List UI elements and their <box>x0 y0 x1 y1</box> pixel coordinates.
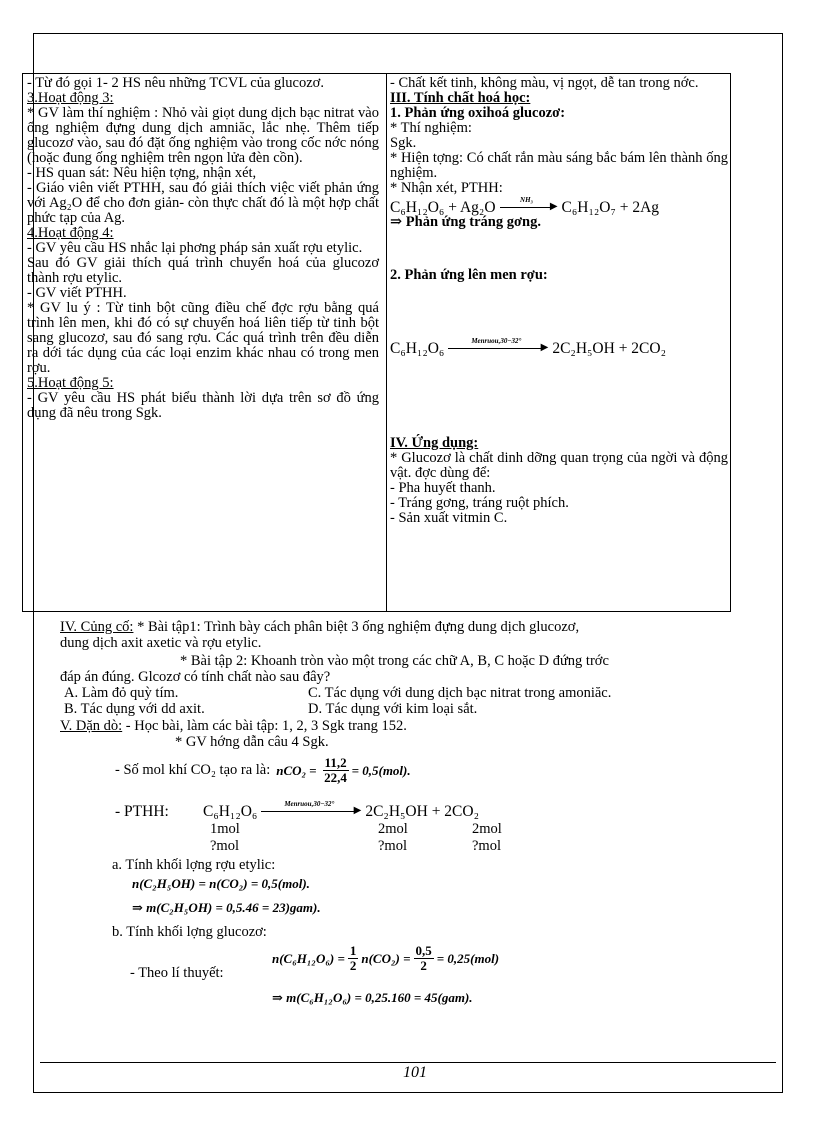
content-conclusion: ⇒ Phản ứng tráng gơng. <box>390 214 541 230</box>
activity-text: - GV yêu cầu HS phát biểu thành lời dựa trên sơ đồ ứng dụng đã nêu trong Sgk. <box>27 390 379 421</box>
footer-rule <box>40 1062 776 1063</box>
content-column <box>390 76 728 526</box>
fraction-numerator: 1 <box>349 943 357 958</box>
part-b-equation-1 <box>272 944 499 973</box>
content-text: * Thí nghiệm: <box>390 120 472 136</box>
exercise-1-text: * Bài tập1: Trình bày cách phân biệt 3 ống nghiệm đựng dung dịch glucozơ, <box>133 619 580 635</box>
option-d: D. Tác dụng với kim loại sắt. <box>308 701 478 717</box>
lesson-table <box>22 73 731 612</box>
homework-text: - Học bài, làm các bài tập: 1, 2, 3 Sgk trang 152. <box>122 718 407 734</box>
consolidation-line <box>60 620 579 635</box>
content-text: * Glucozơ là chất dinh dỡng quan trọng của ngời và động vật. đợc dùng để: <box>390 450 728 481</box>
subsection-fermentation: 2. Phản ứng lên men rợu: <box>390 267 548 283</box>
option-a: A. Làm đỏ quỳ tím. <box>64 685 179 701</box>
equation-lhs: C₆H₁₂O₆ <box>203 803 258 820</box>
equation-lhs: C₆H₁₂O₆ <box>390 340 445 357</box>
fraction-value <box>414 944 434 973</box>
fraction-denominator: 2 <box>349 958 357 973</box>
content-text: - Tráng gơng, tráng ruột phích. <box>390 495 569 511</box>
mol-result: = 0,5(mol). <box>351 763 411 778</box>
mol-text: - Số mol khí CO₂ tạo ra là: <box>115 762 271 778</box>
mol-calculation: - Số mol khí CO₂ tạo ra là: n CO₂ = $\frac{11,2}{22,4}$ = 0,5(mol). <box>115 755 411 785</box>
reaction-arrow: Menruou,30−32° ▶ <box>448 341 548 353</box>
activity-text: Sau đó GV giải thích quá trình chuyển hoá của glucozơ thành rợu etylic. <box>27 255 379 286</box>
section-heading-applications: IV. Ứng dụng: <box>390 435 479 451</box>
fraction-numerator: 11,2 <box>324 755 347 770</box>
activity-text: * GV làm thí nghiệm : Nhỏ vài giọt dung dịch bạc nitrat vào ống nghiệm đựng dung dịch amniăc, lắc nhẹ. Thêm tiếp glucozơ vào, sau đó đặt ống nghiệm vào trong cốc nớc nóng (hoặc đung ống nghiệm trên ngọn lửa đèn cồn). <box>27 105 379 166</box>
activity-heading-5: 5.Hoạt động 5: <box>27 375 114 391</box>
part-a-equation-2: ⇒ m(C₂H₅OH) = 0,5.46 = 23)gam). <box>132 900 321 915</box>
mole-ratio-cell: 2mol <box>472 821 502 837</box>
equation-mid: n(CO₂) = <box>361 951 411 966</box>
activity-text: * GV lu ý : Từ tinh bột cũng điều chế đợc rợu bằng quá trình lên men, khi đó có sự chuyển hoá liên tiếp từ tinh bột sang glucozơ, sau đó sang rợu. Các quá trình trên đều diễn ra dới tác dụng của các loại enzim khác nhau có trong men rợu. <box>27 300 379 376</box>
reaction-condition: NH₃ <box>520 196 533 204</box>
equation-rhs: 2C₂H₅OH + 2CO₂ <box>365 803 479 820</box>
mol-fraction <box>323 756 349 785</box>
part-a-equation-1: n(C₂H₅OH) = n(CO₂) = 0,5(mol). <box>132 876 310 891</box>
equation-rhs: = 0,25(mol) <box>436 951 500 966</box>
teacher-activities-column <box>27 76 379 421</box>
pthh-label: - PTHH: <box>115 803 169 820</box>
homework-line <box>60 719 407 734</box>
pthh-equation <box>115 800 479 820</box>
activity-heading-3: 3.Hoạt động 3: <box>27 90 114 106</box>
content-text: * Nhận xét, PTHH: <box>390 180 503 196</box>
reaction-condition: Menruou,30−32° <box>284 800 335 808</box>
fraction-half <box>348 944 359 973</box>
equation-lhs: n(C₆H₁₂O₆) = <box>272 951 345 966</box>
activity-text: - HS quan sát: Nêu hiện tợng, nhận xét, <box>27 165 257 181</box>
reaction-arrow: NH₃ ▶ <box>500 200 558 212</box>
fraction-denominator: 2 <box>420 958 427 973</box>
mole-ratio-cell: ?mol <box>472 838 501 854</box>
exercise-2-text: * Bài tập 2: Khoanh tròn vào một trong các chữ A, B, C hoặc D đứng trớc <box>180 653 609 669</box>
equation-rhs: C₆H₁₂O₇ + 2Ag <box>561 199 660 216</box>
activity-heading-4: 4.Hoạt động 4: <box>27 225 114 241</box>
silver-mirror-equation <box>390 196 728 216</box>
mole-ratio-cell: 1mol <box>210 821 240 837</box>
consolidation-heading: IV. Củng cố: <box>60 619 134 635</box>
content-text: * Hiện tợng: Có chất rắn màu sáng bắc bám lên thành ống nghiệm. <box>390 150 728 181</box>
section-heading-chemical-properties: III. Tính chất hoá học: <box>390 90 531 106</box>
content-text: Sgk. <box>390 135 417 151</box>
content-text: - Chất kết tinh, không màu, vị ngọt, dễ tan trong nớc. <box>390 75 699 91</box>
fraction-denominator: 22,4 <box>324 770 347 785</box>
option-c: C. Tác dụng với dung dịch bạc nitrat trong amoniăc. <box>308 685 612 701</box>
table-divider <box>386 74 387 611</box>
activity-text: - GV viết PTHH. <box>27 285 127 301</box>
part-b-heading: b. Tính khối lợng glucozơ: <box>112 924 267 940</box>
homework-heading: V. Dặn dò: <box>60 718 123 734</box>
page-number: 101 <box>403 1064 427 1081</box>
content-text: - Sản xuất vitmin C. <box>390 510 508 526</box>
part-a-heading: a. Tính khối lợng rợu etylic: <box>112 857 276 873</box>
reaction-condition: Menruou,30−32° <box>471 337 522 345</box>
fermentation-equation <box>390 337 728 357</box>
mole-ratio-cell: ?mol <box>378 838 407 854</box>
homework-guide: * GV hớng dẫn câu 4 Sgk. <box>175 734 329 750</box>
activity-text: - GV yêu cầu HS nhắc lại phơng pháp sản xuất rợu etylic. <box>27 240 363 256</box>
subsection-oxidation: 1. Phản ứng oxihoá glucozơ: <box>390 105 566 121</box>
exercise-2-question: đáp án đúng. Glcozơ có tính chất nào sau đây? <box>60 669 331 685</box>
part-b-equation-2: ⇒ m(C₆H₁₂O₆) = 0,25.160 = 45(gam). <box>272 990 473 1005</box>
equation-rhs: 2C₂H₅OH + 2CO₂ <box>552 340 666 357</box>
activity-text: - Từ đó gọi 1- 2 HS nêu những TCVL của glucozơ. <box>27 75 324 91</box>
equation-lhs: C₆H₁₂O₆ + Ag₂O <box>390 199 496 216</box>
reaction-arrow: Menruou,30−32° ▶ <box>261 804 361 816</box>
content-text: - Pha huyết thanh. <box>390 480 496 496</box>
mol-symbol: n <box>276 763 284 778</box>
mole-ratio-cell: ?mol <box>210 838 239 854</box>
option-b: B. Tác dụng với dd axit. <box>64 701 205 717</box>
fraction-numerator: 0,5 <box>415 943 432 958</box>
activity-text: - Giáo viên viết PTHH, sau đó giải thích việc viết phản ứng với Ag₂O để cho đơn giản- còn thực chất đó là một hợp chất phức tạp của Ag. <box>27 180 379 226</box>
exercise-1-text-cont: dung dịch axit axetic và rợu etylic. <box>60 635 262 651</box>
theory-label: - Theo lí thuyết: <box>130 965 224 981</box>
mole-ratio-cell: 2mol <box>378 821 408 837</box>
